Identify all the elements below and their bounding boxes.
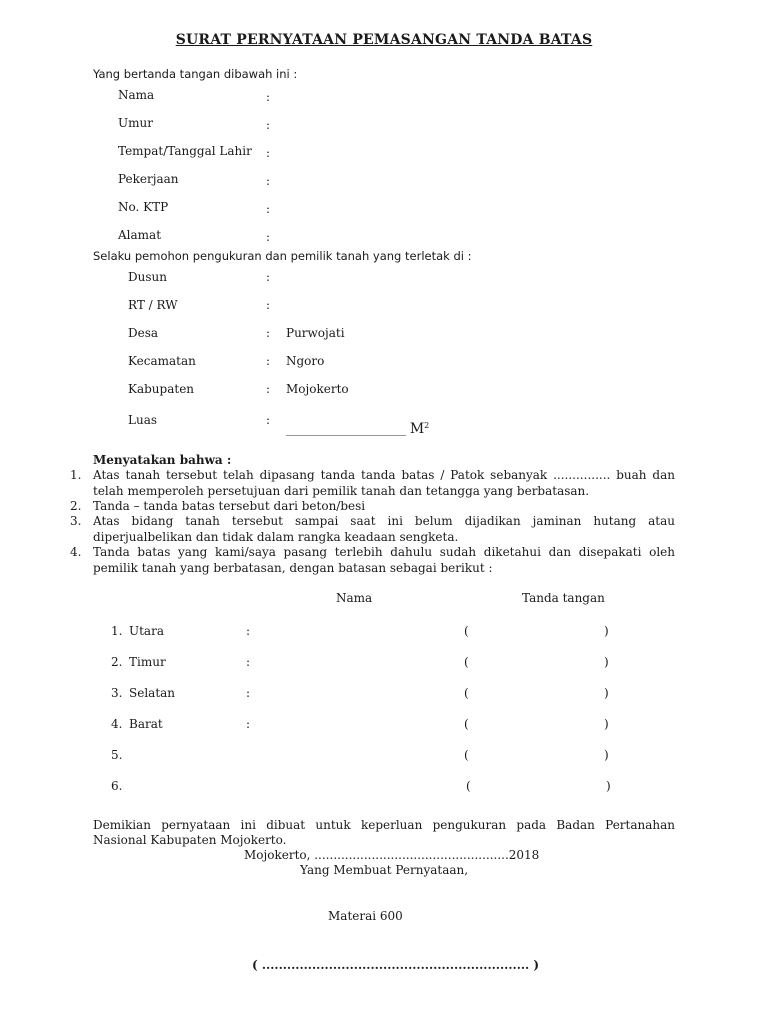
luas-unit-superscript: 2 (424, 421, 430, 430)
signature-open-paren: ( (464, 686, 469, 700)
identity-colon: : (266, 230, 271, 244)
location-label: RT / RW (128, 298, 178, 312)
location-intro: Selaku pemohon pengukuran dan pemilik tanah yang terletak di : (93, 249, 472, 263)
location-value: Ngoro (286, 354, 325, 368)
document-title: SURAT PERNYATAAN PEMASANGAN TANDA BATAS (175, 32, 593, 48)
boundary-direction: Timur (129, 655, 166, 669)
luas-field (286, 421, 429, 437)
signature-open-paren: ( (464, 717, 469, 731)
boundary-number: 6. (111, 779, 123, 793)
signer-label: Yang Membuat Pernyataan, (300, 863, 469, 877)
signature-open-paren: ( (464, 748, 469, 762)
boundary-number: 1. (111, 624, 123, 638)
place-date: Mojokerto, ...................................................2018 (244, 848, 540, 862)
location-label: Desa (128, 326, 159, 340)
location-colon: : (266, 298, 271, 312)
identity-colon: : (266, 146, 271, 160)
luas-blank-line: ____________________ (286, 422, 406, 436)
statement-line: telah memperoleh persetujuan dari pemilik tanah dan tetangga yang berbatasan. (93, 484, 590, 498)
statement-line: Atas tanah tersebut telah dipasang tanda tanda batas / Patok sebanyak ............... buah dan (93, 468, 675, 482)
signature-line: ( ................................................................ ) (252, 958, 540, 972)
statement-number: 2. (70, 499, 82, 513)
identity-colon: : (266, 118, 271, 132)
location-colon: : (266, 326, 271, 340)
statement-line: Tanda batas yang kami/saya pasang terlebih dahulu sudah diketahui dan disepakati oleh (93, 545, 675, 559)
location-colon: : (266, 270, 271, 284)
boundary-direction: Selatan (129, 686, 176, 700)
signature-close-paren: ) (604, 655, 609, 669)
signature-close-paren: ) (606, 779, 611, 793)
statement-number: 4. (70, 545, 82, 559)
location-colon: : (266, 413, 271, 427)
location-label: Dusun (128, 270, 167, 284)
identity-label: Pekerjaan (118, 172, 179, 186)
boundary-colon: : (246, 717, 251, 731)
identity-label: No. KTP (118, 200, 169, 214)
statement-line: Atas bidang tanah tersebut sampai saat ini belum dijadikan jaminan hutang atau (93, 514, 675, 528)
location-colon: : (266, 354, 271, 368)
identity-label: Umur (118, 116, 153, 130)
boundary-header-name: Nama (336, 591, 373, 605)
boundary-number: 5. (111, 748, 123, 762)
intro-text: Yang bertanda tangan dibawah ini : (93, 67, 298, 81)
location-value: Mojokerto (286, 382, 349, 396)
identity-colon: : (266, 202, 271, 216)
location-label: Luas (128, 413, 158, 427)
stamp-label: Materai 600 (328, 909, 403, 923)
identity-label: Alamat (118, 228, 162, 242)
boundary-direction: Utara (129, 624, 164, 638)
boundary-number: 3. (111, 686, 123, 700)
statement-line: Tanda – tanda batas tersebut dari beton/besi (93, 499, 366, 513)
signature-close-paren: ) (604, 717, 609, 731)
identity-colon: : (266, 90, 271, 104)
signature-open-paren: ( (464, 624, 469, 638)
boundary-number: 4. (111, 717, 123, 731)
boundary-header-signature: Tanda tangan (522, 591, 605, 605)
statement-number: 1. (70, 468, 82, 482)
boundary-direction: Barat (129, 717, 163, 731)
identity-label: Tempat/Tanggal Lahir (118, 144, 252, 158)
signature-close-paren: ) (604, 686, 609, 700)
closing-line: Nasional Kabupaten Mojokerto. (93, 833, 287, 847)
boundary-colon: : (246, 624, 251, 638)
closing-line: Demikian pernyataan ini dibuat untuk keperluan pengukuran pada Badan Pertanahan (93, 818, 675, 832)
identity-colon: : (266, 174, 271, 188)
luas-unit: M (409, 421, 425, 437)
statement-line: pemilik tanah yang berbatasan, dengan batasan sebagai berikut : (93, 561, 493, 575)
signature-open-paren: ( (464, 655, 469, 669)
boundary-colon: : (246, 686, 251, 700)
location-label: Kabupaten (128, 382, 195, 396)
statement-heading: Menyatakan bahwa : (93, 453, 232, 467)
location-value: Purwojati (286, 326, 345, 340)
statement-line: diperjualbelikan dan tidak dalam rangka keadaan sengketa. (93, 530, 459, 544)
signature-close-paren: ) (604, 748, 609, 762)
signature-open-paren: ( (466, 779, 471, 793)
boundary-colon: : (246, 655, 251, 669)
boundary-number: 2. (111, 655, 123, 669)
location-label: Kecamatan (128, 354, 196, 368)
location-colon: : (266, 382, 271, 396)
signature-close-paren: ) (604, 624, 609, 638)
statement-number: 3. (70, 514, 82, 528)
identity-label: Nama (118, 88, 155, 102)
